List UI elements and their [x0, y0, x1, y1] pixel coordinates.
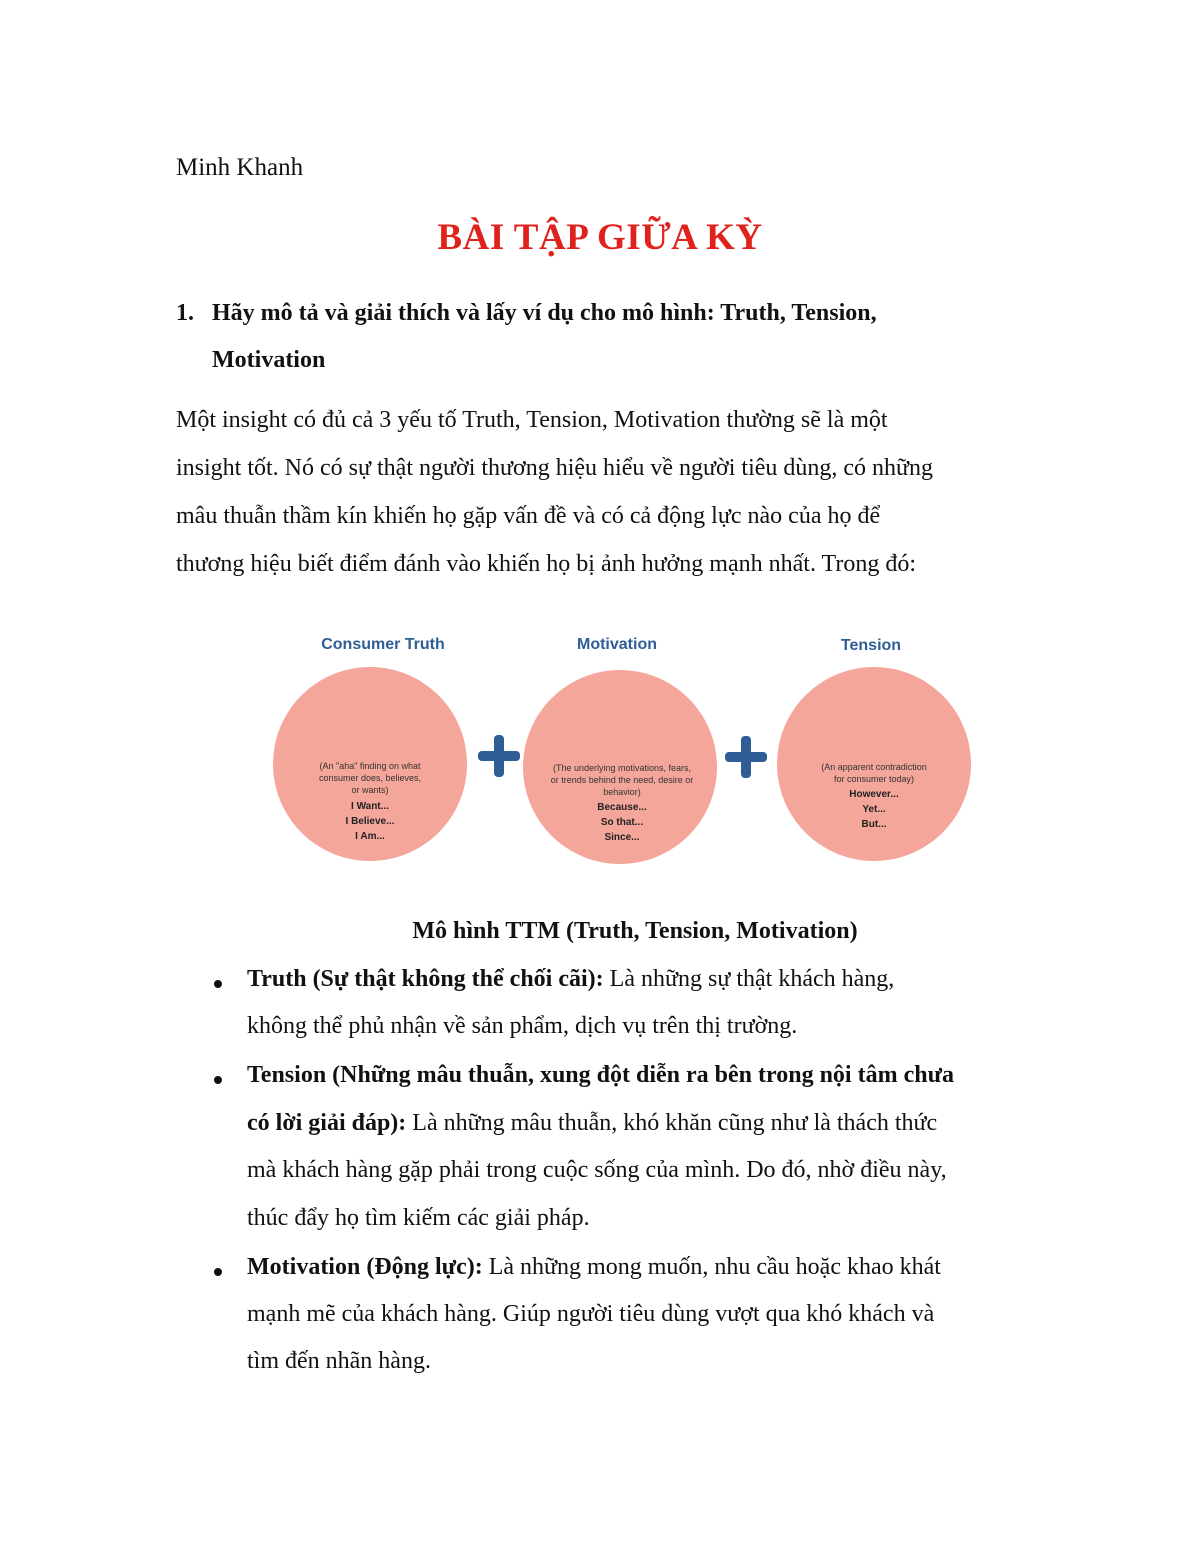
bullet-3-term: Motivation (Động lực):	[247, 1254, 483, 1280]
bullet-1-term: Truth (Sự thật không thể chối cãi):	[247, 966, 604, 992]
diagram-desc-2-line-3: behavior)	[603, 787, 641, 797]
intro-line-3: mâu thuẫn thầm kín khiến họ gặp vấn đề và có cả động lực nào của họ để	[176, 503, 881, 529]
diagram-desc-2-line-1: (The underlying motivations, fears,	[552, 763, 692, 773]
diagram-desc-3-line-2: for consumer today)	[833, 774, 915, 784]
bullet-1-line-2	[247, 1013, 797, 1040]
bullet-2-term: Tension (Những mâu thuẫn, xung đột diễn ra bên trong nội tâm chưa	[247, 1062, 954, 1088]
diagram-desc-2-line-2: or trends behind the need, desire or	[550, 775, 694, 785]
bullet-3-line-2	[247, 1301, 934, 1328]
diagram-keyword-3-3: But...	[861, 819, 887, 830]
bullet-2-line-4	[247, 1205, 590, 1232]
plus-icon	[725, 736, 767, 778]
bullet-1-line-1	[247, 966, 894, 993]
author-name: Minh Khanh	[176, 154, 304, 181]
intro-line-4: thương hiệu biết điểm đánh vào khiến họ bị ảnh hưởng mạnh nhất. Trong đó:	[176, 551, 916, 577]
bullet-2-line-2	[247, 1110, 937, 1137]
diagram-keyword-2-1: Because...	[597, 802, 647, 813]
plus-icon	[478, 735, 520, 777]
diagram-desc-1-line-1: (An "aha" finding on what	[319, 761, 421, 771]
bullet-2-text-cont: mà khách hàng gặp phải trong cuộc sống của mình. Do đó, nhờ điều này,	[247, 1157, 947, 1183]
question-text-line-1: Hãy mô tả và giải thích và lấy ví dụ cho mô hình: Truth, Tension,	[212, 300, 877, 326]
intro-line-1: Một insight có đủ cả 3 yếu tố Truth, Tension, Motivation thường sẽ là một	[176, 407, 888, 433]
diagram-item-consumer-truth	[273, 636, 467, 861]
bullet-2-term-cont: có lời giải đáp):	[247, 1110, 407, 1136]
bullet-icon	[214, 1268, 222, 1276]
diagram-item-tension	[777, 637, 971, 861]
diagram-keyword-1-2: I Believe...	[345, 816, 395, 827]
diagram-label-consumer-truth: Consumer Truth	[321, 636, 445, 653]
bullet-2-text: Là những mâu thuẫn, khó khăn cũng như là thách thức	[406, 1110, 938, 1136]
intro-line-2: insight tốt. Nó có sự thật người thương hiệu hiểu về người tiêu dùng, có những	[176, 455, 934, 481]
bullet-3-line-1	[247, 1254, 941, 1281]
diagram-label-tension: Tension	[840, 637, 902, 654]
diagram-desc-3-line-1: (An apparent contradiction	[821, 762, 927, 772]
bullet-icon	[214, 980, 222, 988]
page-title: BÀI TẬP GIỮA KỲ	[437, 217, 763, 258]
bullet-2-line-3	[247, 1157, 947, 1184]
bullet-2-text-cont: thúc đẩy họ tìm kiếm các giải pháp.	[247, 1205, 590, 1231]
diagram-keyword-3-1: However...	[849, 789, 899, 800]
diagram-desc-1-line-3: or wants)	[351, 785, 389, 795]
question-text-line-2: Motivation	[212, 347, 326, 373]
ttm-diagram	[260, 612, 1000, 882]
bullet-3-text-cont: mạnh mẽ của khách hàng. Giúp người tiêu dùng vượt qua khó khách và	[247, 1301, 935, 1327]
diagram-keyword-3-2: Yet...	[862, 804, 886, 815]
bullet-2-line-1	[247, 1062, 954, 1089]
diagram-keyword-2-2: So that...	[600, 817, 644, 828]
diagram-item-motivation	[523, 636, 717, 864]
diagram-keyword-1-3: I Am...	[355, 831, 385, 842]
diagram-label-motivation: Motivation	[577, 636, 657, 653]
bullet-3-text: Là những mong muốn, nhu cầu hoặc khao khát	[482, 1254, 941, 1280]
bullet-icon	[214, 1076, 222, 1084]
question-number: 1.	[176, 300, 194, 326]
diagram-keyword-2-3: Since...	[604, 832, 640, 843]
bullet-1-text: Là những sự thật khách hàng,	[603, 966, 895, 992]
diagram-caption: Mô hình TTM (Truth, Tension, Motivation)	[412, 918, 858, 944]
bullet-3-line-3	[247, 1348, 431, 1375]
bullet-1-text-cont: không thể phủ nhận về sản phẩm, dịch vụ trên thị trường.	[247, 1013, 798, 1039]
diagram-keyword-1-1: I Want...	[351, 801, 389, 812]
diagram-desc-1-line-2: consumer does, believes,	[318, 773, 422, 783]
bullet-3-text-cont: tìm đến nhãn hàng.	[247, 1348, 431, 1374]
